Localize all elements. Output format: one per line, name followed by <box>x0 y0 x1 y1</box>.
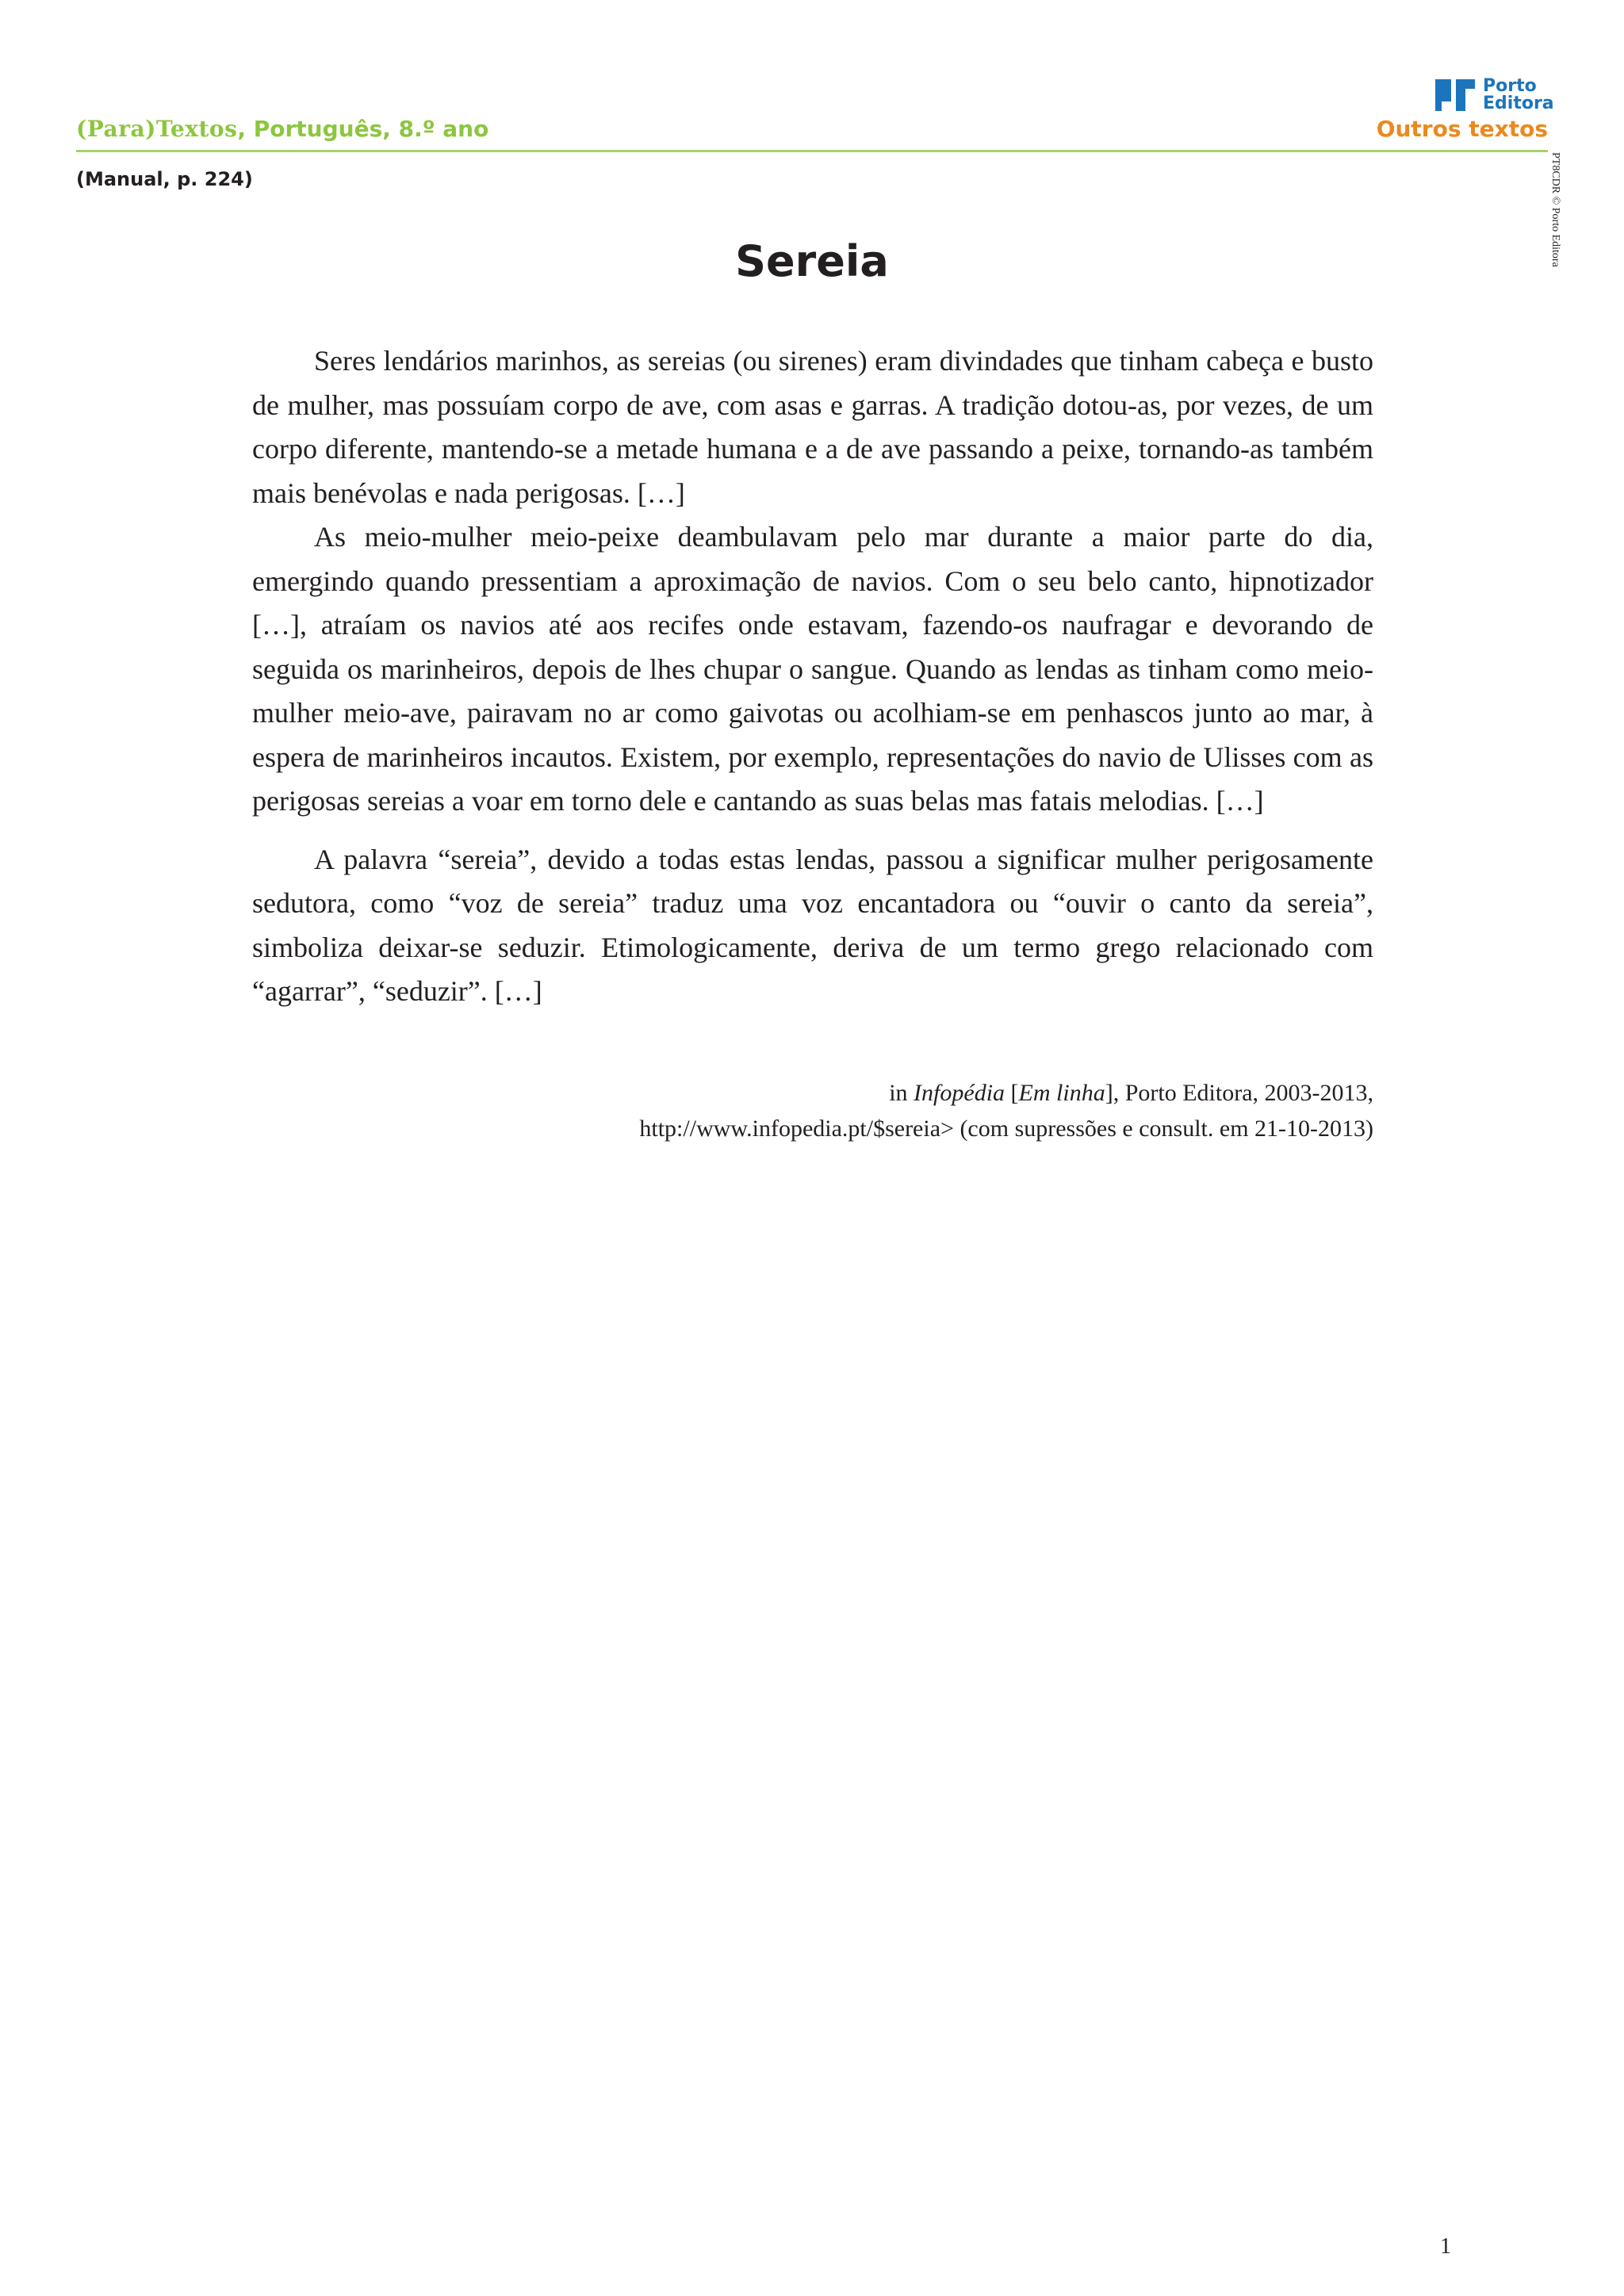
publisher-name <box>1483 78 1554 113</box>
source-prefix: in <box>889 1080 914 1106</box>
source-citation <box>252 1075 1373 1146</box>
paragraph: Seres lendários marinhos, as sereias (ou sirenes) eram divindades que tinham cabeça e busto de mulher, mas possuíam corpo de ave, com asas e garras. A tradição dotou-as, por vezes, de um corpo diferente, mantendo-se a metade humana e a de ave passando a peixe, tornando-as também mais benévolas e nada perigosas. […] <box>252 345 1373 509</box>
header-divider <box>76 150 1548 152</box>
section-label: Outros textos <box>1376 116 1548 142</box>
source-rest: ], Porto Editora, 2003-2013, <box>1105 1080 1373 1106</box>
paragraph: As meio-mulher meio-peixe deambulavam pelo mar durante a maior parte do dia, emergindo quando pressentiam a aproximação de navios. Com o seu belo canto, hipnotizador […], atraíam os navios até aos recifes onde estavam, fazendo-os naufragar e devorando de seguida os marinheiros, depois de lhes chupar o sangue. Quando as lendas as tinham como meio-mulher meio-ave, pairavam no ar como gaivotas ou acolhiam-se em penhascos junto ao mar, à espera de marinheiros incautos. Existem, por exemplo, representações do navio de Ulisses com as perigosas sereias a voar em torno dele e cantando as suas belas mas fatais melodias. […] <box>252 521 1373 817</box>
source-medium: Em linha <box>1018 1080 1105 1106</box>
side-copyright-text: PT8CDR © Porto Editora <box>1549 152 1561 267</box>
publisher-logo <box>1434 76 1554 114</box>
page-title: Sereia <box>735 236 889 286</box>
publisher-name-line1: Porto <box>1483 76 1537 96</box>
porto-editora-logo-icon <box>1434 78 1477 113</box>
source-bracket: [ <box>1005 1080 1019 1106</box>
book-brand: (Para)Textos <box>76 116 238 142</box>
source-line-2: http://www.infopedia.pt/$sereia> (com supressões e consult. em 21-10-2013) <box>639 1115 1373 1142</box>
manual-reference: (Manual, p. 224) <box>76 168 253 190</box>
source-line-1 <box>252 1075 1373 1111</box>
book-title <box>76 116 488 142</box>
article-body <box>252 339 1373 1014</box>
publisher-name-line2: Editora <box>1483 94 1554 113</box>
source-work: Infopédia <box>914 1080 1005 1106</box>
paragraph: A palavra “sereia”, devido a todas estas lendas, passou a significar mulher perigosamente sedutora, como “voz de sereia” traduz uma voz encantadora ou “ouvir o canto da sereia”, simboliza deixar-se seduzir. Etimologicamente, deriva de um termo grego relacionado com “agarrar”, “seduzir”. […] <box>252 843 1373 1007</box>
book-subtitle: , Português, 8.º ano <box>237 116 489 142</box>
page-number: 1 <box>1440 2234 1451 2259</box>
